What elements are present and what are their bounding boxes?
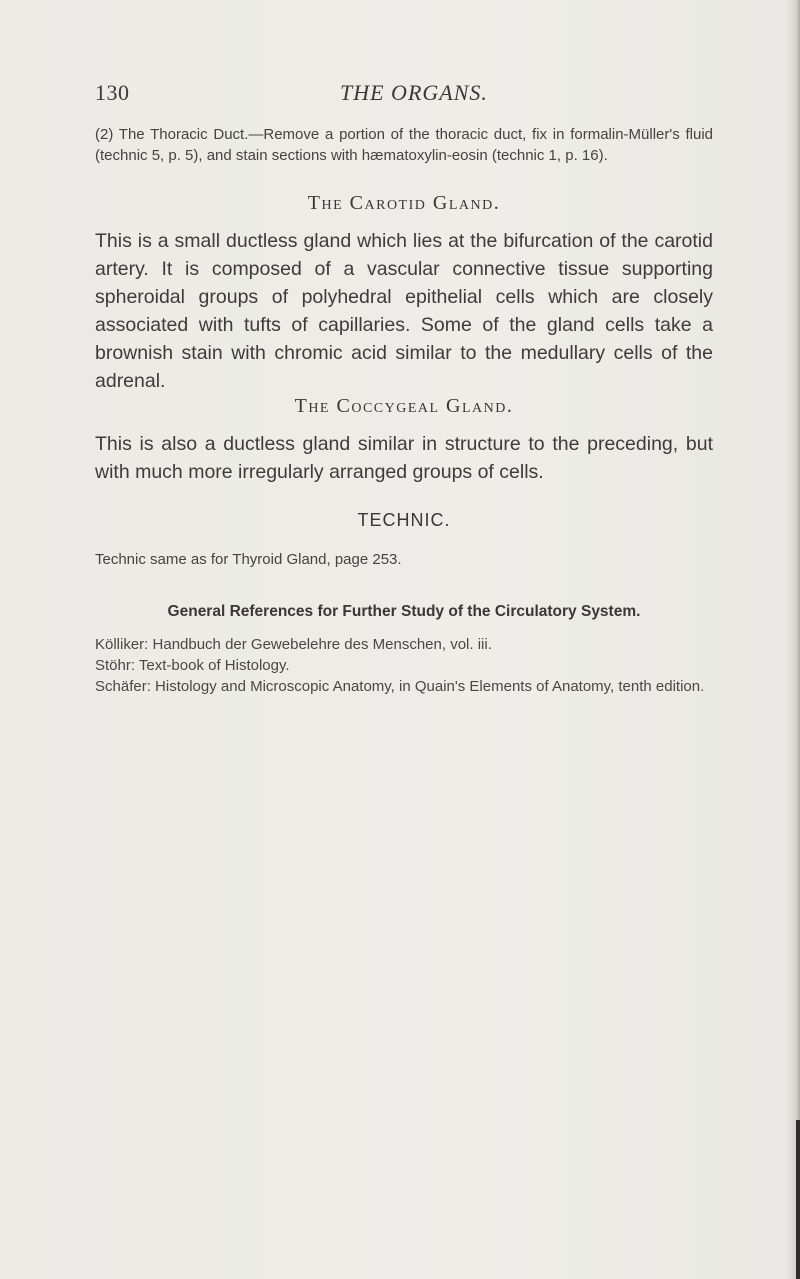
technic-heading: TECHNIC.: [357, 510, 451, 530]
page-number: 130: [95, 80, 130, 105]
carotid-gland-title: The Carotid Gland.: [307, 192, 501, 214]
carotid-gland-paragraph: This is a small ductless gland which lies at the bifurcation of the carotid artery. It is composed of a vascular connective tissue supporting spheroidal groups of polyhedral epithelial cells which are closely associated with tufts of capillaries. Some of the gland cells take a brownish stain with chromic acid similar to the medullary cells of the adrenal.: [95, 230, 713, 392]
thoracic-duct-paragraph: (2) The Thoracic Duct.—Remove a portion of the thoracic duct, fix in formalin-Müller's fluid (technic 5, p. 5), and stain sections with hæmatoxylin-eosin (technic 1, p. 16).: [95, 126, 713, 164]
reference-item: Schäfer: Histology and Microscopic Anatomy, in Quain's Elements of Anatomy, tenth edition.: [95, 678, 705, 695]
references-heading: General References for Further Study of the Circulatory System.: [167, 603, 641, 620]
technic-paragraph: Technic same as for Thyroid Gland, page 253.: [95, 551, 402, 568]
running-head: THE ORGANS.: [340, 80, 488, 105]
coccygeal-gland-title: The Coccygeal Gland.: [294, 395, 514, 417]
page-edge-dark: [796, 1120, 800, 1279]
coccygeal-gland-paragraph: This is also a ductless gland similar in structure to the preceding, but with much more irregularly arranged groups of cells.: [95, 433, 713, 483]
page-edge-shadow: [786, 0, 800, 1279]
page-header: [95, 80, 705, 110]
reference-item: Kölliker: Handbuch der Gewebelehre des Menschen, vol. iii.: [95, 636, 492, 653]
reference-item: Stöhr: Text-book of Histology.: [95, 657, 290, 674]
references-list: [95, 634, 713, 697]
